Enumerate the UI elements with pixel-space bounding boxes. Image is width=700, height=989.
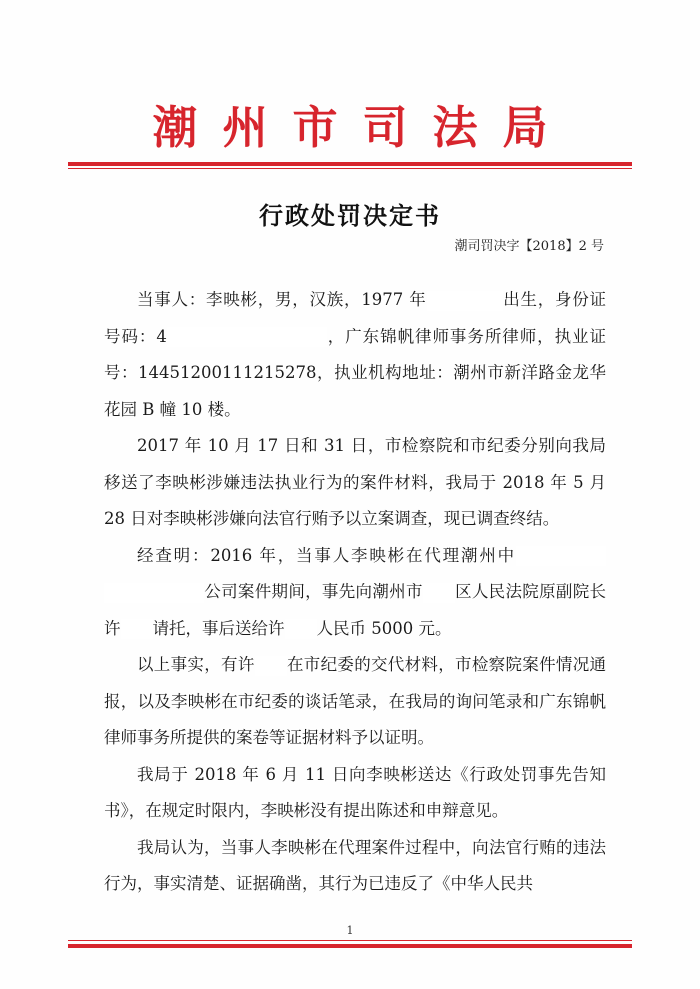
findings-text-c: 区人民法院原副院长许 xyxy=(104,582,607,638)
redaction-person-name-3 xyxy=(255,656,287,676)
document-title: 行政处罚决定书 xyxy=(259,201,441,230)
document-body xyxy=(104,282,606,903)
document-number: 潮司罚决字【2018】2 号 xyxy=(454,239,604,254)
redaction-birthdate xyxy=(427,291,503,311)
footer-rule-thin xyxy=(68,940,632,941)
evidence-text-a: 以上事实，有许 xyxy=(137,655,255,674)
redaction-company-name-2 xyxy=(104,583,204,603)
findings-text-e: 人民币 5000 元。 xyxy=(316,618,452,638)
paragraph-notice: 我局于 2018 年 6 月 11 日向李映彬送达《行政处罚事先告知书》，在规定时限内，李映彬没有提出陈述和申辩意见。 xyxy=(104,764,606,820)
findings-text-d: 请托，事后送给许 xyxy=(152,618,285,638)
paragraph-evidence xyxy=(104,647,606,757)
paragraph-case-transfer: 2017 年 10 月 17 日和 31 日，市检察院和市纪委分别向我局移送了李映彬涉嫌违法执业行为的案件材料，我局于 2018 年 5 月 28 日对李映彬涉嫌向法官行贿予以立案调查，现已调查终结。 xyxy=(104,436,606,528)
redaction-person-name-1 xyxy=(121,619,153,639)
findings-text-b: 公司案件期间，事先向潮州市 xyxy=(204,582,423,601)
party-info-text-c: ，广东锦帆律师事务所律师，执业证号：14451200111215278，执业机构地址：潮州市新洋路金龙华花园 B 幢 10 楼。 xyxy=(104,326,607,419)
footer-rule-thick xyxy=(68,944,632,948)
letterhead-rule-thick xyxy=(68,162,632,166)
redaction-district xyxy=(423,583,455,603)
findings-text-a: 经查明：2016 年，当事人李映彬在代理潮州中 xyxy=(137,545,516,565)
redaction-id-number xyxy=(167,327,327,347)
party-info-text-a: 当事人：李映彬，男，汉族，1977 年 xyxy=(137,290,427,309)
letterhead-org-name: 潮州市司法局 xyxy=(152,101,573,154)
letterhead-rule-thin xyxy=(68,168,632,169)
paragraph-conclusion: 我局认为，当事人李映彬在代理案件过程中，向法官行贿的违法行为，事实清楚、证据确凿，其行为已违反了《中华人民共 xyxy=(104,837,606,893)
redaction-company-name-1 xyxy=(516,546,606,566)
evidence-text-b: 在市纪委的交代材料，市检察院案件情况通报，以及李映彬在市纪委的谈话笔录，在我局的询问笔录和广东锦帆律师事务所提供的案卷等证据材料予以证明。 xyxy=(104,655,607,747)
party-info-text-b: 出生，身份证号码：4 xyxy=(104,290,606,346)
paragraph-findings xyxy=(104,538,606,648)
redaction-person-name-2 xyxy=(285,619,317,639)
page-number: 1 xyxy=(346,924,354,937)
paragraph-party-info xyxy=(104,282,606,428)
